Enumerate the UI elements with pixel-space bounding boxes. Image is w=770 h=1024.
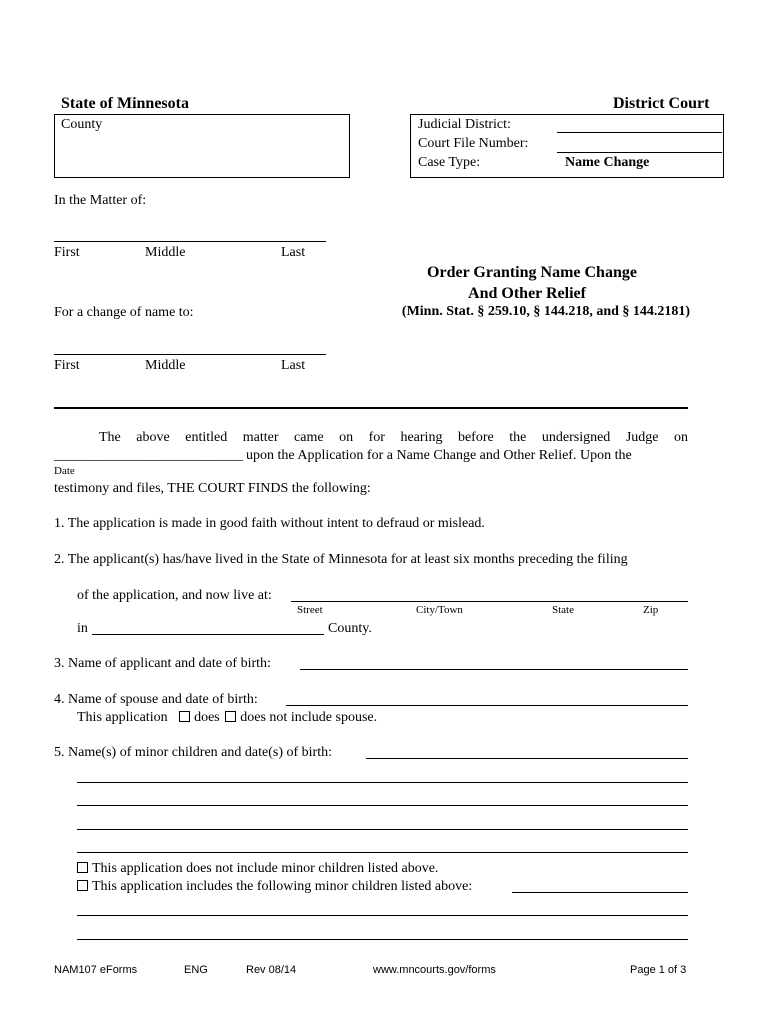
this-application-label: This application [77, 710, 168, 725]
date-label: Date [54, 465, 75, 477]
children-field-4[interactable] [77, 829, 688, 830]
first-label-2: First [54, 358, 80, 373]
children-field-2[interactable] [77, 782, 688, 783]
children-list-field-3[interactable] [77, 939, 688, 940]
title-line2: And Other Relief [468, 285, 586, 302]
yes-children-label: This application includes the following minor children listed above: [92, 879, 473, 894]
finding-2: 2. The applicant(s) has/have lived in the State of Minnesota for at least six months preceding the filing [54, 552, 628, 567]
children-list-field-2[interactable] [77, 915, 688, 916]
statute-ref: (Minn. Stat. § 259.10, § 144.218, and § 144.2181) [401, 304, 691, 319]
finding-5: 5. Name(s) of minor children and date(s) of birth: [54, 745, 332, 760]
last-label-2: Last [281, 358, 306, 373]
no-children-label: This application does not include minor children listed above. [92, 861, 439, 876]
does-not-label: does not include spouse. [240, 710, 378, 725]
state-heading: State of Minnesota [61, 95, 189, 112]
does-label: does [194, 710, 220, 725]
state-label: State [552, 604, 574, 616]
divider [54, 407, 688, 409]
city-label: City/Town [416, 604, 463, 616]
title-line1: Order Granting Name Change [427, 264, 637, 281]
court-file-field[interactable] [557, 152, 722, 153]
court-heading: District Court [613, 95, 710, 112]
hearing-date-field[interactable]: ___________________________ [54, 448, 243, 463]
children-field-1[interactable] [366, 758, 688, 759]
judicial-district-field[interactable] [557, 132, 722, 133]
children-field-5[interactable] [77, 852, 688, 853]
children-field-3[interactable] [77, 805, 688, 806]
finding-3: 3. Name of applicant and date of birth: [54, 656, 271, 671]
address-field[interactable] [291, 601, 688, 602]
zip-label: Zip [643, 604, 659, 616]
case-type-label: Case Type: [418, 155, 481, 170]
judicial-district-label: Judicial District: [418, 117, 511, 132]
excludes-spouse-checkbox[interactable] [225, 711, 236, 722]
change-to-label: For a change of name to: [54, 305, 194, 320]
no-children-row [77, 861, 438, 877]
intro-line2: upon the Application for a Name Change and Other Relief. Upon the [246, 448, 632, 463]
first-label: First [54, 245, 80, 260]
footer-rev: Rev 08/14 [246, 964, 297, 976]
in-matter-label: In the Matter of: [54, 193, 147, 208]
middle-label-2: Middle [145, 358, 186, 373]
new-name-field[interactable] [54, 354, 326, 355]
footer-form-id: NAM107 eForms [54, 964, 138, 976]
finding-1: 1. The application is made in good faith without intent to defraud or mislead. [54, 516, 485, 531]
footer-url[interactable]: www.mncourts.gov/forms [373, 964, 496, 976]
children-list-field-1[interactable] [512, 892, 688, 893]
finding-2-cont: of the application, and now live at: [77, 588, 272, 603]
case-type-value: Name Change [565, 155, 650, 170]
county-field[interactable] [92, 634, 324, 635]
finding-4: 4. Name of spouse and date of birth: [54, 692, 258, 707]
in-label: in [77, 621, 88, 636]
current-name-field[interactable] [54, 241, 326, 242]
yes-children-row [77, 879, 472, 895]
court-file-label: Court File Number: [418, 136, 529, 151]
middle-label: Middle [145, 245, 186, 260]
last-label: Last [281, 245, 306, 260]
intro-line1: The above entitled matter came on for hearing before the undersigned Judge on [99, 430, 688, 445]
spouse-option-row [77, 710, 377, 726]
intro-line3: testimony and files, THE COURT FINDS the following: [54, 481, 371, 496]
includes-spouse-checkbox[interactable] [179, 711, 190, 722]
street-label: Street [297, 604, 323, 616]
yes-children-checkbox[interactable] [77, 880, 88, 891]
applicant-field[interactable] [300, 669, 688, 670]
county-suffix: County. [328, 621, 372, 636]
county-label: County [61, 117, 103, 132]
no-children-checkbox[interactable] [77, 862, 88, 873]
spouse-field[interactable] [286, 705, 688, 706]
footer-lang: ENG [184, 964, 208, 976]
footer-page: Page 1 of 3 [630, 964, 687, 976]
